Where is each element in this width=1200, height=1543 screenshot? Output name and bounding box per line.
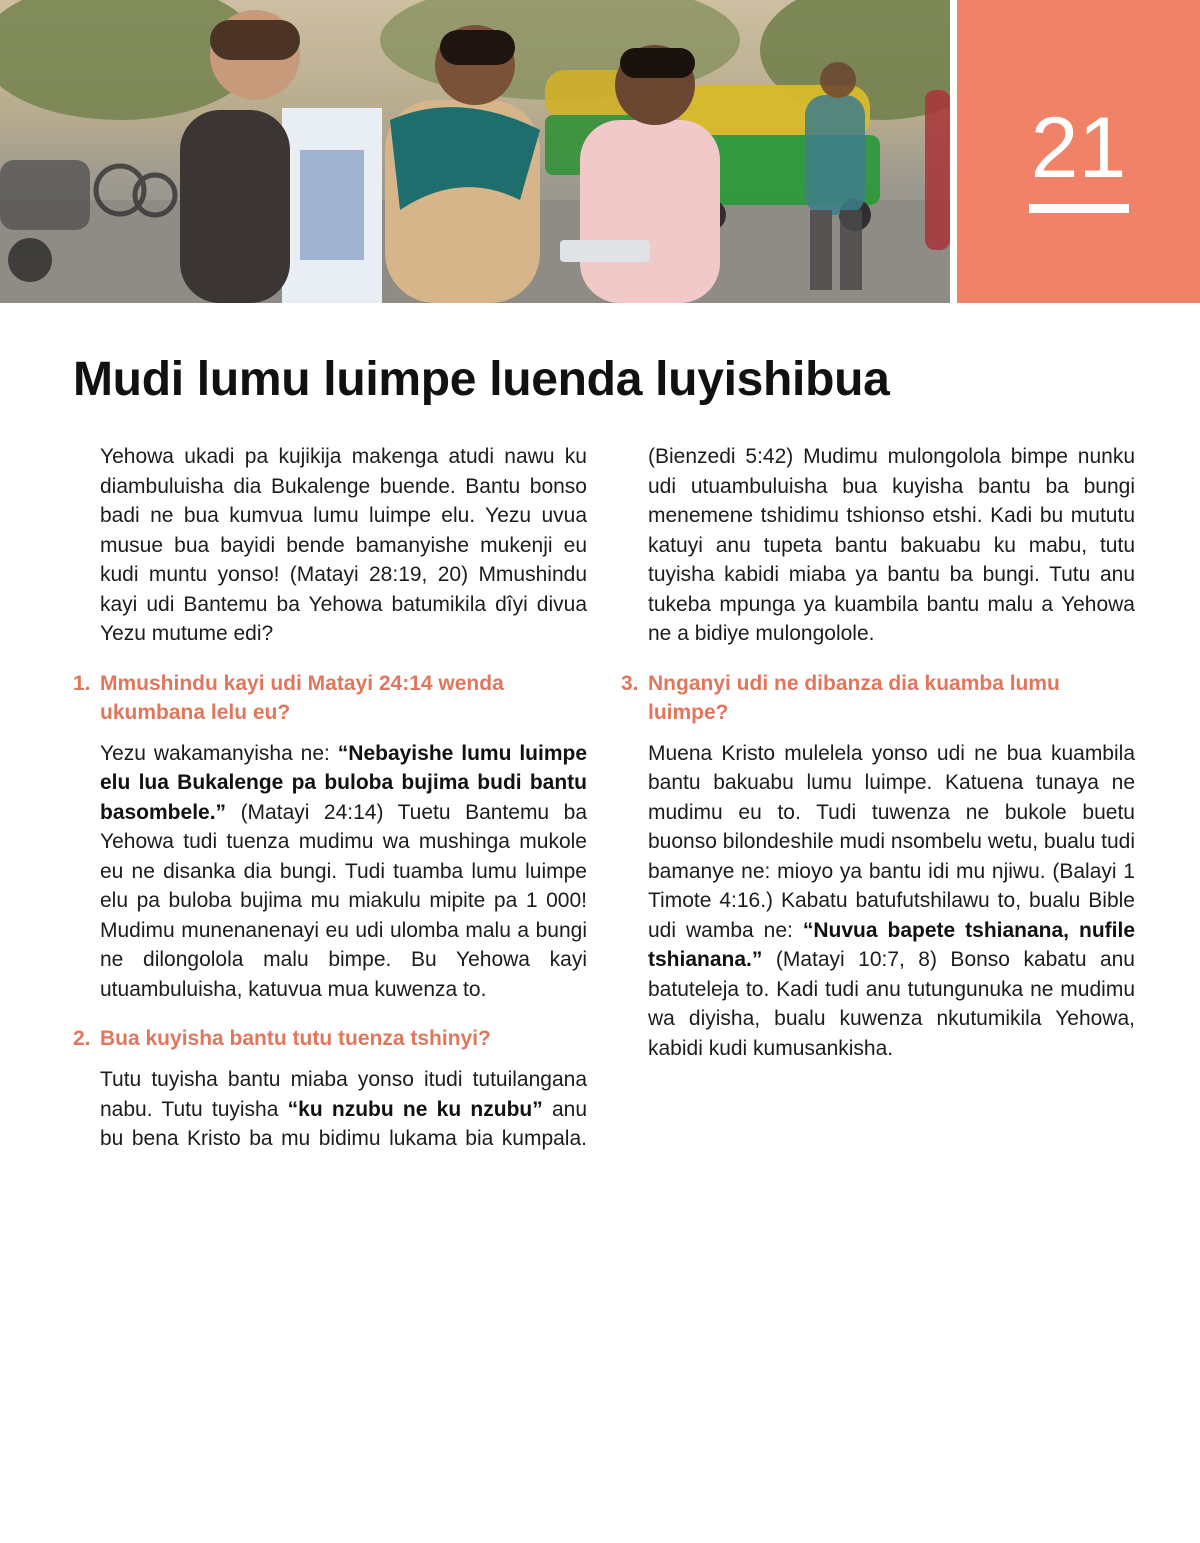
question-text: Mmushindu kayi udi Matayi 24:14 wenda ukumbana lelu eu? [100,671,504,724]
chapter-number: 21 [1030,100,1127,196]
answer-text: Yezu wakamanyisha ne: [100,741,338,765]
question-1 [73,669,587,727]
scripture-quote: “ku nzubu ne ku nzubu” [287,1097,543,1121]
question-text: Bua kuyisha bantu tutu tuenza tshinyi? [100,1027,491,1050]
header-photo [0,0,950,303]
answer-paragraph-1 [73,739,587,1005]
chapter-badge [957,0,1200,303]
answer-text: Tutu tuyisha bantu miaba yonso itudi tutuilangana nabu. Tutu tuyisha [100,1068,587,1121]
question-2 [73,1024,587,1053]
answer-text: Muena Kristo mulelela yonso udi ne bua kuambila bantu bakuabu lumu luimpe. Katuena tunaya ne mudimu eu to. Tudi tuwenza ne bukole buetu buonso bilondeshile mudi nsombelu wetu, bualu tudi bamanye ne: mioyo ya bantu idi mu njiwu. (Balayi 1 Timote 4:16.) Kabatu batufutshilawu to, bualu Bible udi wamba ne: [648,741,1135,942]
answer-text: (Matayi 10:7, 8) Bonso kabatu anu batuteleja to. Kadi tudi anu tutungunuka ne mudimu wa diyisha, bualu kuwenza nkutumikila Yehowa, kabidi kudi kumusankisha. [648,948,1135,1060]
answer-text: anu bu bena Kristo ba mu bidimu lukama bia kumpala. (Bienzedi 5:42) Mudimu mulongolola bimpe nunku udi utuambuluisha bua kuyisha bantu ba bungi menemene tshidimu tshionso etshi. Kadi bu mututu katuyi anu tupeta bantu bakuabu ku mabu, tutu tuyisha kabidi miaba ya bantu ba bungi. Tutu anu tukeba mpunga ya kuambila bantu malu a Yehowa ne a bidiye mulongolole. [100,445,1135,1150]
answer-text: (Matayi 24:14) Tuetu Bantemu ba Yehowa tudi tuenza mudimu wa mushinga mukole eu ne disanka dia bungi. Tudi tuamba lumu luimpe elu pa buloba bujima mu miakulu mipite pa 1 000! Mudimu munenanenayi eu udi ulomba malu a bungi ne dilongolola malu bimpe. Bu Yehowa kayi utuambuluisha, katuvua mua kuwenza to. [100,800,587,1001]
scripture-quote: “Nebayishe lumu luimpe elu lua Bukalenge pa buloba bujima budi bantu basombele.” [100,741,587,824]
scripture-quote: “Nuvua bapete tshianana, nufile tshianana.” [648,918,1135,971]
answer-paragraph-3 [621,739,1135,1064]
question-number: 1. [73,671,91,695]
chapter-underline [1029,204,1129,213]
question-3 [621,669,1135,727]
street-scene-illustration [0,0,950,303]
intro-paragraph: Yehowa ukadi pa kujikija makenga atudi nawu ku diambuluisha dia Bukalenge buende. Bantu bonso badi ne bua kumvua lumu luimpe elu. Yezu uvua musue bua bayidi bende bamanyishe mukenji eu kudi muntu yonso! (Matayi 28:19, 20) Mmushindu kayi udi Bantemu ba Yehowa batumikila dîyi divua Yezu mutume edi? [100,445,587,645]
question-number: 3. [621,671,639,695]
question-number: 2. [73,1027,91,1050]
body-text-columns [73,442,1135,1162]
question-text: Nnganyi udi ne dibanza dia kuamba lumu luimpe? [648,671,1060,724]
page-title: Mudi lumu luimpe luenda luyishibua [73,353,890,406]
